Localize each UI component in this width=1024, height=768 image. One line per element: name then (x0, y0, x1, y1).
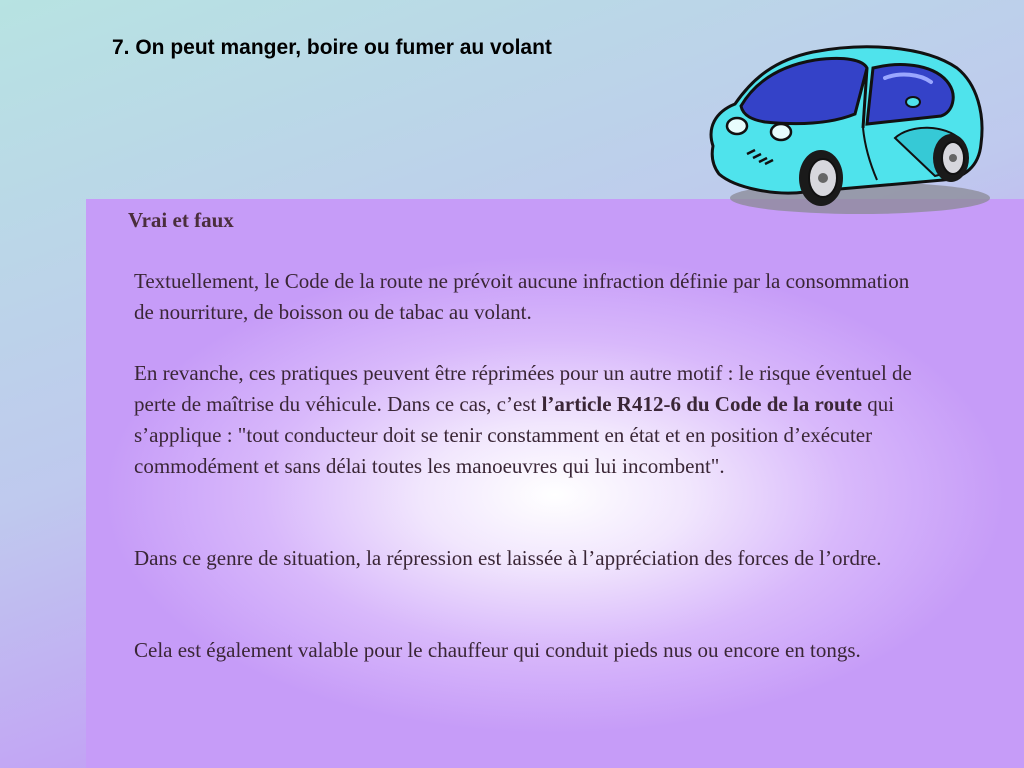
slide-title: 7. On peut manger, boire ou fumer au volant (112, 36, 552, 59)
car-clipart-icon (695, 28, 995, 223)
section-subtitle: Vrai et faux (128, 208, 234, 232)
article-reference: l’article R412-6 du Code de la route (541, 392, 862, 416)
paragraph-barefoot: Cela est également valable pour le chauffeur qui conduit pieds nus ou encore en tongs. (134, 638, 861, 662)
paragraph-repression: Dans ce genre de situation, la répression est laissée à l’appréciation des forces de l’ordre. (134, 546, 882, 570)
paragraph-article-r412-6 (134, 358, 934, 482)
paragraph-text-end: qui s’applique : "tout conducteur doit se tenir constamment en état et en position d’exécuter commodément et sans délai toutes les manoeuvres qui lui incombent". (134, 392, 895, 478)
paragraph-text-start: En revanche, ces pratiques peuvent être réprimées pour un autre motif : le risque éventuel de perte de maîtrise du véhicule. Dans ce cas, c’est (134, 361, 912, 416)
paragraph-nourishment: Textuellement, le Code de la route ne prévoit aucune infraction définie par la consommation de nourriture, de boisson ou de tabac au volant. (134, 269, 910, 324)
